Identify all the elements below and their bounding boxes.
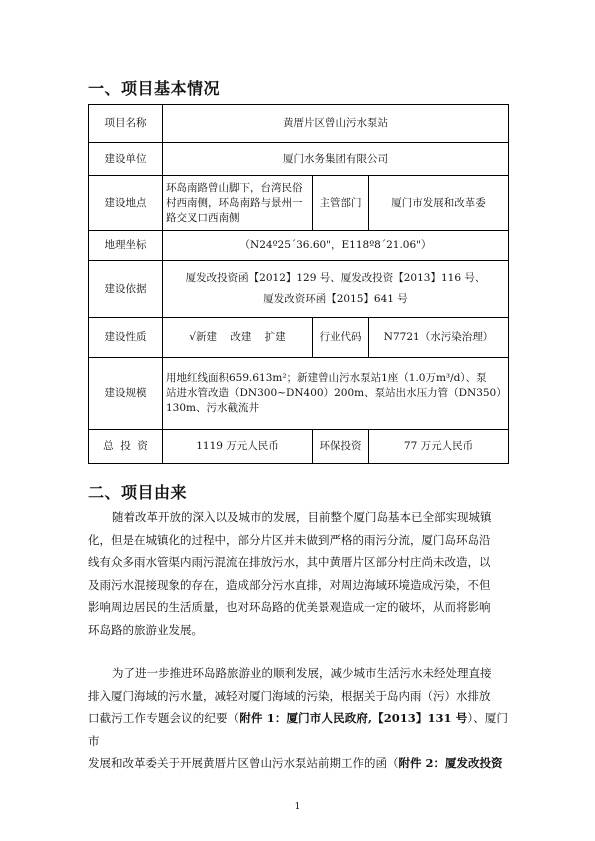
nature-label: 建设性质 (89, 318, 163, 358)
text-line: 发展和改革委关于开展黄厝片区曾山污水泵站前期工作的函（附件 2：厦发改投资 (88, 756, 503, 770)
text-line: 线有众多雨水管渠内雨污混流在排放污水，其中黄厝片区部分村庄尚未改造，以 (88, 555, 491, 569)
industry-label: 行业代码 (313, 318, 369, 358)
paragraph-origin-1 (88, 506, 508, 641)
table-row (89, 231, 509, 261)
text-line: 排入厦门海域的污水量，减轻对厦门海域的污染，根据关于岛内雨（污）水排放 (88, 688, 491, 703)
section-title-origin: 二、项目由来 (88, 483, 188, 502)
text-line: 随着改革开放的深入以及城市的发展，目前整个厦门岛基本已全部实现城镇 (112, 510, 492, 524)
section-title-basic-info: 一、项目基本情况 (88, 79, 221, 98)
text-line: 影响周边居民的生活质量，也对环岛路的优美景观造成一定的破坏，从而将影响 (88, 600, 491, 614)
text-line: 为了进一步推进环岛路旅游业的顺利发展，减少城市生活污水未经处理直接 (112, 666, 492, 680)
project-name-label: 项目名称 (89, 105, 163, 143)
coords-label: 地理坐标 (89, 231, 163, 261)
basis-line: 厦发改资环函【2015】641 号 (263, 293, 408, 305)
attachment-ref: 附件 2：厦发改投资 (398, 756, 503, 770)
project-info-table (88, 104, 509, 464)
basis-label: 建设依据 (89, 261, 163, 318)
coords-value: （N24º25´36.60"，E118º8´21.06"） (163, 231, 509, 261)
table-row (89, 143, 509, 176)
investment-value: 1119 万元人民币 (163, 430, 313, 464)
scale-value (163, 358, 509, 430)
location-label: 建设地点 (89, 176, 163, 231)
text-line: 化，但是在城镇化的过程中，部分片区并未做到严格的雨污分流，厦门岛环岛沿 (88, 532, 491, 547)
industry-value: N7721（水污染治理） (369, 318, 509, 358)
authority-value: 厦门市发展和改革委 (369, 176, 509, 231)
env-investment-label: 环保投资 (313, 430, 369, 464)
table-row (89, 261, 509, 318)
scale-label: 建设规模 (89, 358, 163, 430)
scale-line: 用地红线面积659.613m²；新建曾山污水泵站1座（1.0万m³/d）、泵 (166, 372, 487, 384)
basis-line: 厦发改投资函【2012】129 号、厦发改投资【2013】116 号、 (185, 272, 486, 284)
location-value: 环岛南路曾山脚下，台湾民俗村西南侧，环岛南路与景州一路交叉口西南侧 (163, 176, 313, 231)
paragraph-origin-2 (88, 662, 508, 775)
basis-value (163, 261, 509, 318)
table-row (89, 358, 509, 430)
scale-line: 站进水管改造（DN300~DN400）200m、泵站出水压力管（DN350） (166, 387, 507, 399)
text-line: 环岛路的旅游业发展。 (88, 622, 203, 637)
text-line: 口截污工作专题会议的纪要（附件 1：厦门市人民政府,【2013】131 号）、厦门市 (88, 711, 509, 748)
builder-label: 建设单位 (89, 143, 163, 176)
scale-line: 130m、污水截流井 (166, 402, 259, 414)
table-row (89, 176, 509, 231)
text-line: 及雨污水混接现象的存在，造成部分污水直排，对周边海域环境造成污染，不但 (88, 577, 491, 592)
builder-value: 厦门水务集团有限公司 (163, 143, 509, 176)
project-name-value: 黄厝片区曾山污水泵站 (163, 105, 509, 143)
investment-label: 总 投 资 (89, 430, 163, 464)
table-row (89, 430, 509, 464)
attachment-ref: 附件 1：厦门市人民政府,【2013】131 号 (239, 711, 468, 725)
table-row (89, 318, 509, 358)
authority-label: 主管部门 (313, 176, 369, 231)
table-row (89, 105, 509, 143)
nature-value: √新建 改建 扩建 (163, 318, 313, 358)
env-investment-value: 77 万元人民币 (369, 430, 509, 464)
page-number: 1 (294, 802, 301, 812)
